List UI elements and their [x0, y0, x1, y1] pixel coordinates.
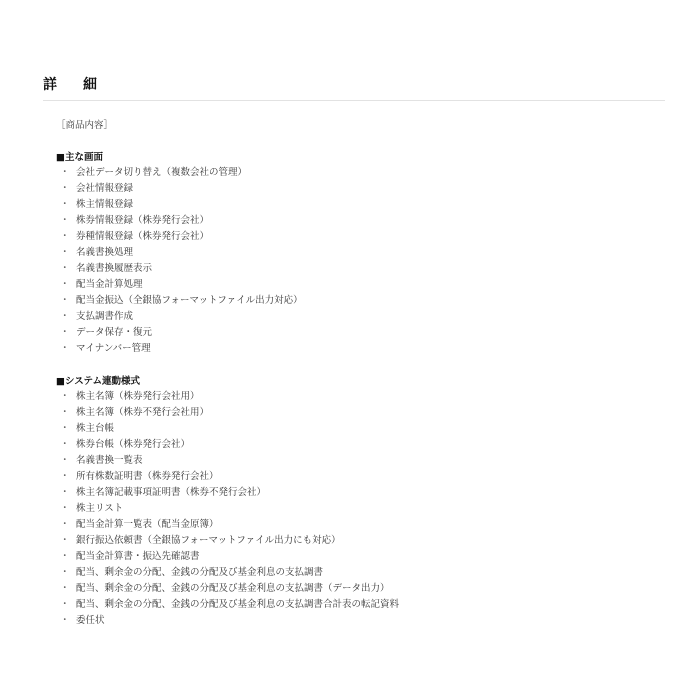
list-item-text: 株主台帳 — [76, 423, 115, 434]
list-item-text: 配当金振込（全銀協フォーマットファイル出力対応） — [76, 295, 303, 306]
list-item-text: 配当、剰余金の分配、金銭の分配及び基金利息の支払調書 — [76, 567, 324, 578]
list-item — [56, 613, 399, 629]
bullet-dot: ・ — [60, 327, 70, 338]
bullet-dot: ・ — [60, 231, 70, 242]
list-item — [56, 213, 303, 229]
bullet-dot: ・ — [60, 263, 70, 274]
list-item-text: 支払調書作成 — [76, 311, 134, 322]
section-title-main-screens: ■主な画面 — [56, 152, 103, 163]
bullet-dot: ・ — [60, 247, 70, 258]
list-item-text: 名義書換処理 — [76, 247, 134, 258]
list-item-text: 名義書換履歴表示 — [76, 263, 153, 274]
bullet-dot: ・ — [60, 599, 70, 610]
list-item-text: 銀行振込依頼書（全銀協フォーマットファイル出力にも対応） — [76, 535, 341, 546]
bullet-dot: ・ — [60, 535, 70, 546]
list-item — [56, 325, 303, 341]
bullet-dot: ・ — [60, 567, 70, 578]
list-item — [56, 501, 399, 517]
bullet-dot: ・ — [60, 487, 70, 498]
bullet-dot: ・ — [60, 183, 70, 194]
list-item-text: 委任状 — [76, 615, 105, 626]
list-item-text: 券種情報登録（株券発行会社） — [76, 231, 210, 242]
list-item — [56, 485, 399, 501]
bullet-dot: ・ — [60, 215, 70, 226]
list-item-text: マイナンバー管理 — [76, 343, 151, 354]
list-item — [56, 309, 303, 325]
main-screens-list — [56, 165, 303, 357]
list-item — [56, 517, 399, 533]
list-item-text: 株主名簿（株券不発行会社用） — [76, 407, 210, 418]
bullet-dot: ・ — [60, 343, 70, 354]
bullet-dot: ・ — [60, 295, 70, 306]
bullet-dot: ・ — [60, 551, 70, 562]
bullet-dot: ・ — [60, 615, 70, 626]
list-item-text: 会社データ切り替え（複数会社の管理） — [76, 167, 248, 178]
heading-divider — [43, 100, 665, 101]
bullet-dot: ・ — [60, 423, 70, 434]
list-item — [56, 581, 399, 597]
list-item — [56, 389, 399, 405]
list-item — [56, 421, 399, 437]
bullet-dot: ・ — [60, 407, 70, 418]
list-item-text: 株券情報登録（株券発行会社） — [76, 215, 210, 226]
list-item — [56, 261, 303, 277]
list-item — [56, 597, 399, 613]
list-item-text: 配当金計算書・振込先確認書 — [76, 551, 200, 562]
list-item — [56, 549, 399, 565]
list-item-text: 配当、剰余金の分配、金銭の分配及び基金利息の支払調書（データ出力） — [76, 583, 390, 594]
list-item-text: 株主情報登録 — [76, 199, 134, 210]
product-contents-label: ［商品内容］ — [56, 120, 114, 131]
list-item — [56, 245, 303, 261]
list-item — [56, 165, 303, 181]
list-item-text: 株券台帳（株券発行会社） — [76, 439, 191, 450]
bullet-dot: ・ — [60, 167, 70, 178]
list-item-text: 名義書換一覧表 — [76, 455, 143, 466]
linked-forms-section — [56, 375, 399, 629]
bullet-dot: ・ — [60, 199, 70, 210]
list-item-text: 所有株数証明書（株券発行会社） — [76, 471, 219, 482]
list-item — [56, 197, 303, 213]
list-item — [56, 469, 399, 485]
list-item-text: 株主リスト — [76, 503, 124, 514]
list-item — [56, 181, 303, 197]
list-item — [56, 293, 303, 309]
bullet-dot: ・ — [60, 279, 70, 290]
bullet-dot: ・ — [60, 439, 70, 450]
list-item — [56, 533, 399, 549]
list-item — [56, 453, 399, 469]
list-item — [56, 437, 399, 453]
detail-heading: 詳 細 — [43, 77, 103, 93]
list-item — [56, 229, 303, 245]
bullet-dot: ・ — [60, 503, 70, 514]
list-item-text: 配当金計算一覧表（配当金原簿） — [76, 519, 219, 530]
list-item — [56, 341, 303, 357]
bullet-dot: ・ — [60, 455, 70, 466]
main-screens-section — [56, 151, 303, 357]
bullet-dot: ・ — [60, 471, 70, 482]
section-title-linked-forms: ■システム連動様式 — [56, 376, 141, 387]
list-item — [56, 565, 399, 581]
bullet-dot: ・ — [60, 391, 70, 402]
linked-forms-list — [56, 389, 399, 629]
list-item-text: 株主名簿（株券発行会社用） — [76, 391, 200, 402]
list-item-text: 配当金計算処理 — [76, 279, 143, 290]
bullet-dot: ・ — [60, 519, 70, 530]
list-item-text: 株主名簿記載事項証明書（株券不発行会社） — [76, 487, 267, 498]
list-item — [56, 405, 399, 421]
list-item-text: 会社情報登録 — [76, 183, 134, 194]
list-item-text: データ保存・復元 — [76, 327, 153, 338]
bullet-dot: ・ — [60, 583, 70, 594]
bullet-dot: ・ — [60, 311, 70, 322]
list-item-text: 配当、剰余金の分配、金銭の分配及び基金利息の支払調書合計表の転記資料 — [76, 599, 400, 610]
list-item — [56, 277, 303, 293]
